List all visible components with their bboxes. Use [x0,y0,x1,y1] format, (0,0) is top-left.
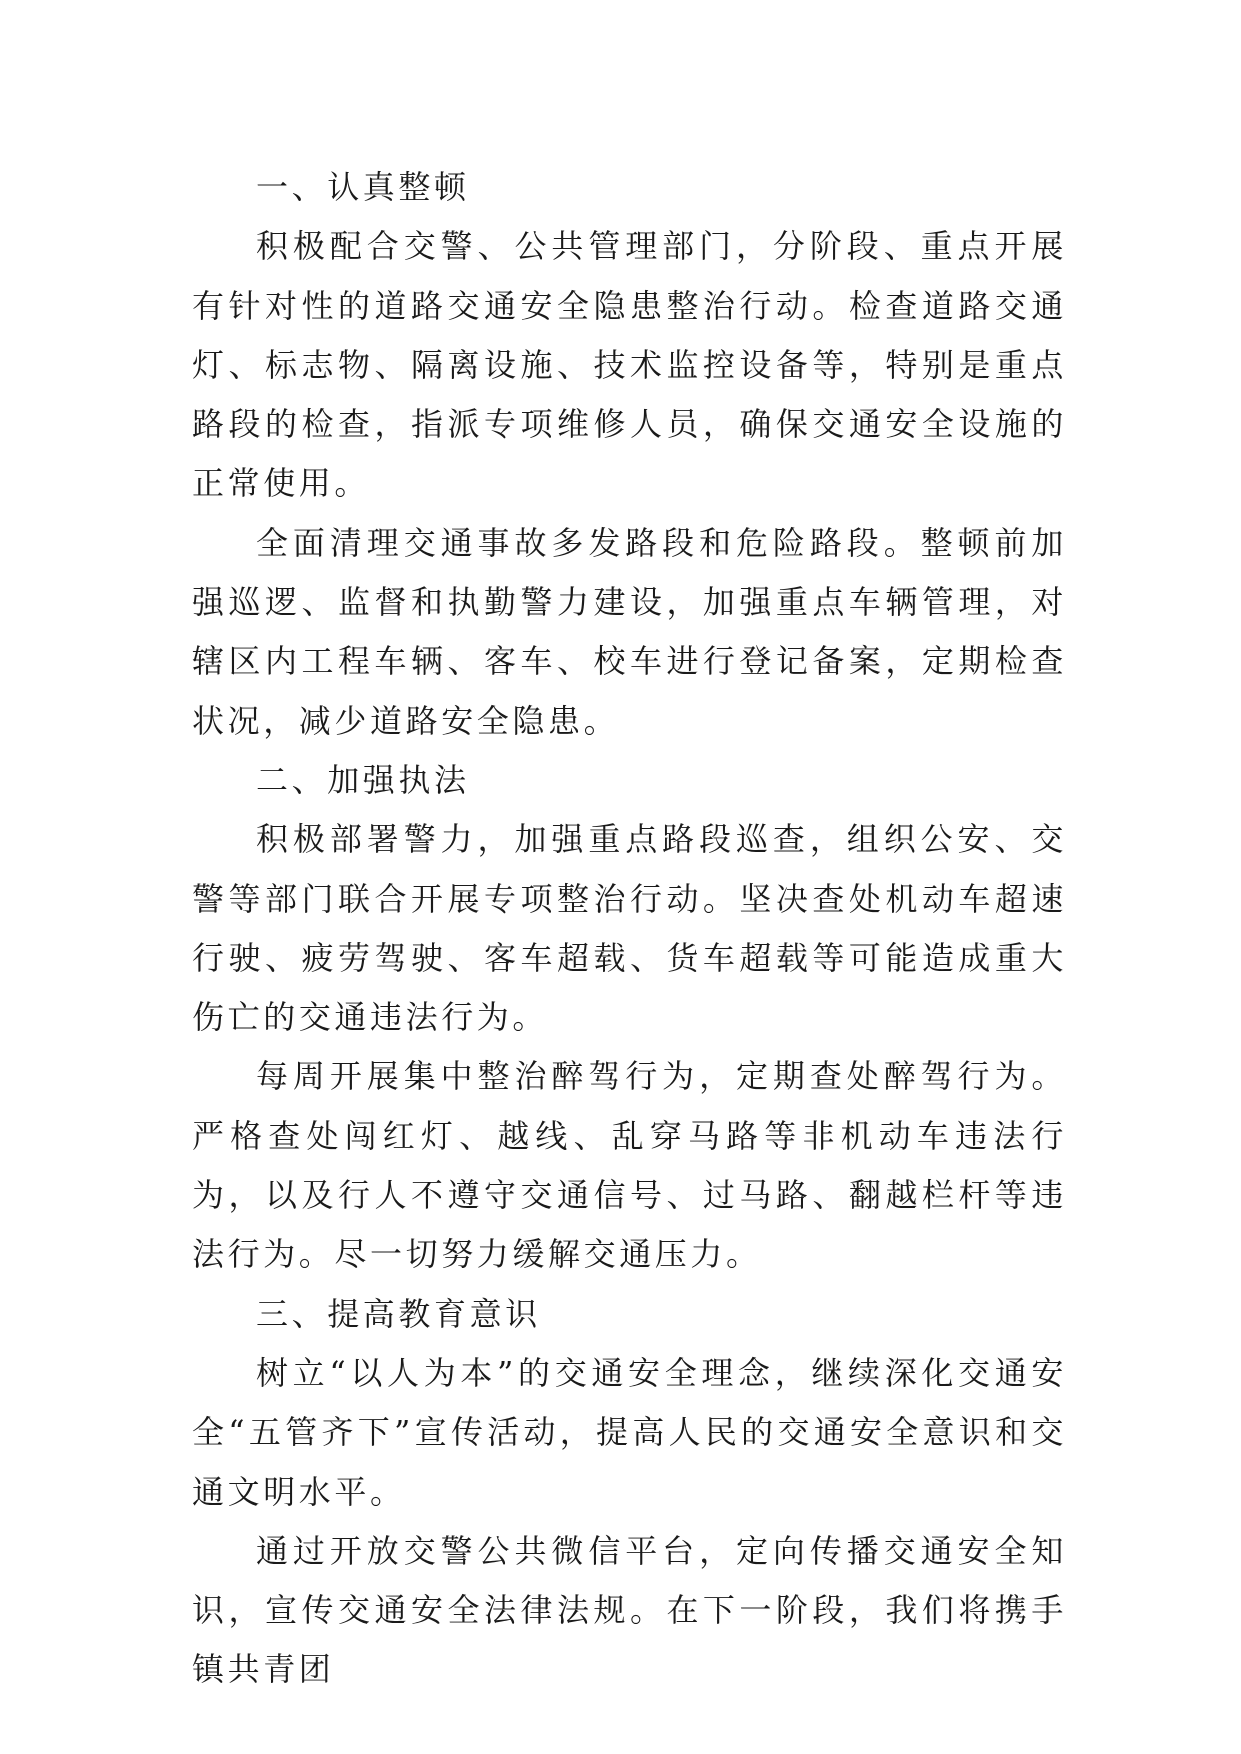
paragraph-6: 通过开放交警公共微信平台，定向传播交通安全知识，宣传交通安全法律法规。在下一阶段，我们将携手镇共青团 [192,1531,1067,1689]
paragraph-3: 积极部署警力，加强重点路段巡查，组织公安、交警等部门联合开展专项整治行动。坚决查处机动车超速行驶、疲劳驾驶、客车超载、货车超载等可能造成重大伤亡的交通违法行为。 [192,820,1067,1037]
paragraph-4: 每周开展集中整治醉驾行为，定期查处醉驾行为。严格查处闯红灯、越线、乱穿马路等非机动车违法行为，以及行人不遵守交通信号、过马路、翻越栏杆等违法行为。尽一切努力缓解交通压力。 [192,1057,1067,1274]
paragraph-1: 积极配合交警、公共管理部门，分阶段、重点开展有针对性的道路交通安全隐患整治行动。检查道路交通灯、标志物、隔离设施、技术监控设备等，特别是重点路段的检查，指派专项维修人员，确保交通安全设施的正常使用。 [192,227,1067,503]
section-heading-3: 三、提高教育意识 [256,1294,541,1333]
section-heading-2: 二、加强执法 [256,760,470,799]
document-body [192,158,1067,1700]
paragraph-5: 树立“以人为本”的交通安全理念，继续深化交通安全“五管齐下”宣传活动，提高人民的交通安全意识和交通文明水平。 [192,1353,1067,1511]
paragraph-2: 全面清理交通事故多发路段和危险路段。整顿前加强巡逻、监督和执勤警力建设，加强重点车辆管理，对辖区内工程车辆、客车、校车进行登记备案，定期检查状况，减少道路安全隐患。 [192,523,1067,740]
section-heading-1: 一、认真整顿 [256,168,470,206]
